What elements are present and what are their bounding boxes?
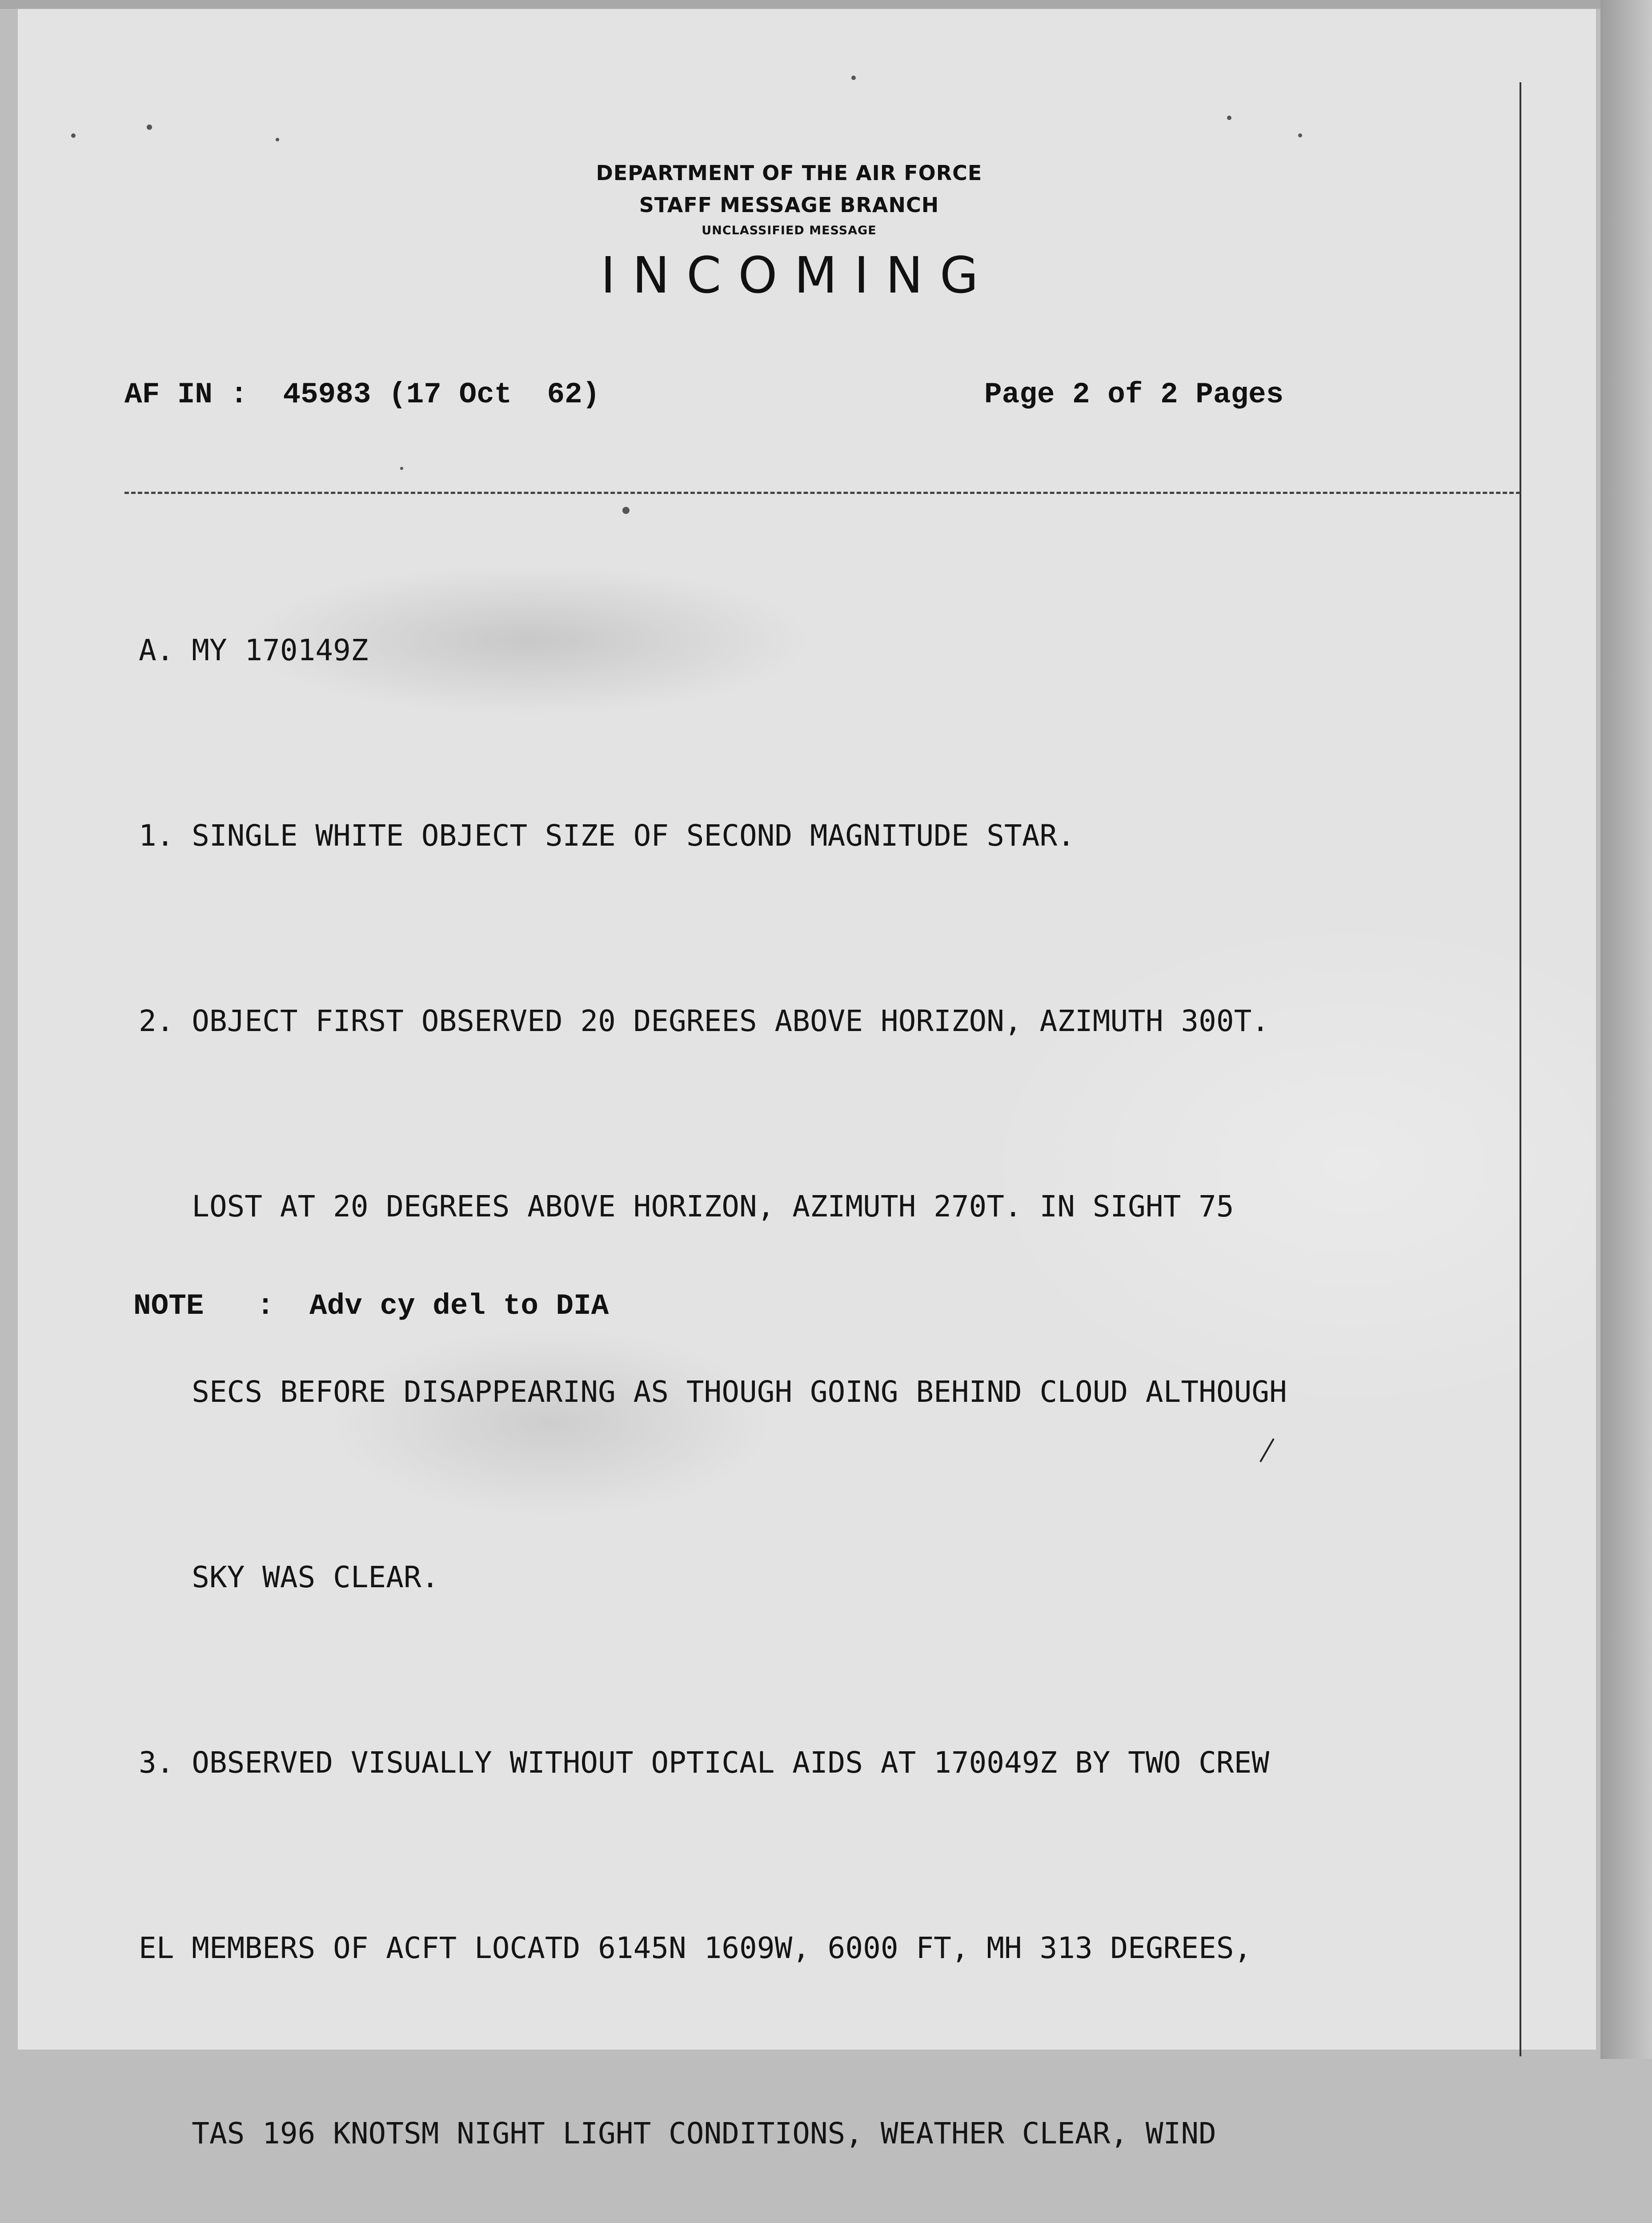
scan-speck [147,124,152,130]
scan-top-edge [0,0,1652,9]
scan-speck [276,138,279,141]
scan-speck [1227,116,1231,120]
message-line: EL MEMBERS OF ACFT LOCATD 6145N 1609W, 6000 FT, MH 313 DEGREES, [139,1931,1252,1965]
page-right-border [1520,82,1521,2056]
scan-speck [851,76,856,80]
classification-label: UNCLASSIFIED MESSAGE [702,224,877,237]
scan-speck [622,507,630,514]
routing-note: NOTE : Adv cy del to DIA [133,1289,609,1323]
message-line: 3. OBSERVED VISUALLY WITHOUT OPTICAL AIDS AT 170049Z BY TWO CREW [139,1745,1270,1780]
incoming-title: INCOMING [601,247,995,305]
message-line: SECS BEFORE DISAPPEARING AS THOUGH GOING BEHIND CLOUD ALTHOUGH [139,1375,1287,1409]
message-line: A. MY 170149Z [139,633,369,667]
dashed-divider [124,492,1520,494]
scan-speck [1298,133,1302,137]
message-line: SKY WAS CLEAR. [139,1560,439,1594]
message-line: LOST AT 20 DEGREES ABOVE HORIZON, AZIMUTH 270T. IN SIGHT 75 [139,1189,1234,1224]
page-count: Page 2 of 2 Pages [984,378,1284,411]
scan-speck [400,467,403,470]
department-heading: DEPARTMENT OF THE AIR FORCE [596,161,982,185]
branch-heading: STAFF MESSAGE BRANCH [639,193,939,217]
message-body [139,496,1287,2223]
message-line: 2. OBJECT FIRST OBSERVED 20 DEGREES ABOVE HORIZON, AZIMUTH 300T. [139,1004,1270,1038]
message-line: TAS 196 KNOTSM NIGHT LIGHT CONDITIONS, WEATHER CLEAR, WIND [139,2116,1216,2151]
af-in-reference: AF IN : 45983 (17 Oct 62) [124,378,600,411]
scan-right-edge [1600,0,1652,2059]
message-line: 1. SINGLE WHITE OBJECT SIZE OF SECOND MAGNITUDE STAR. [139,819,1075,853]
scan-speck [71,133,76,138]
